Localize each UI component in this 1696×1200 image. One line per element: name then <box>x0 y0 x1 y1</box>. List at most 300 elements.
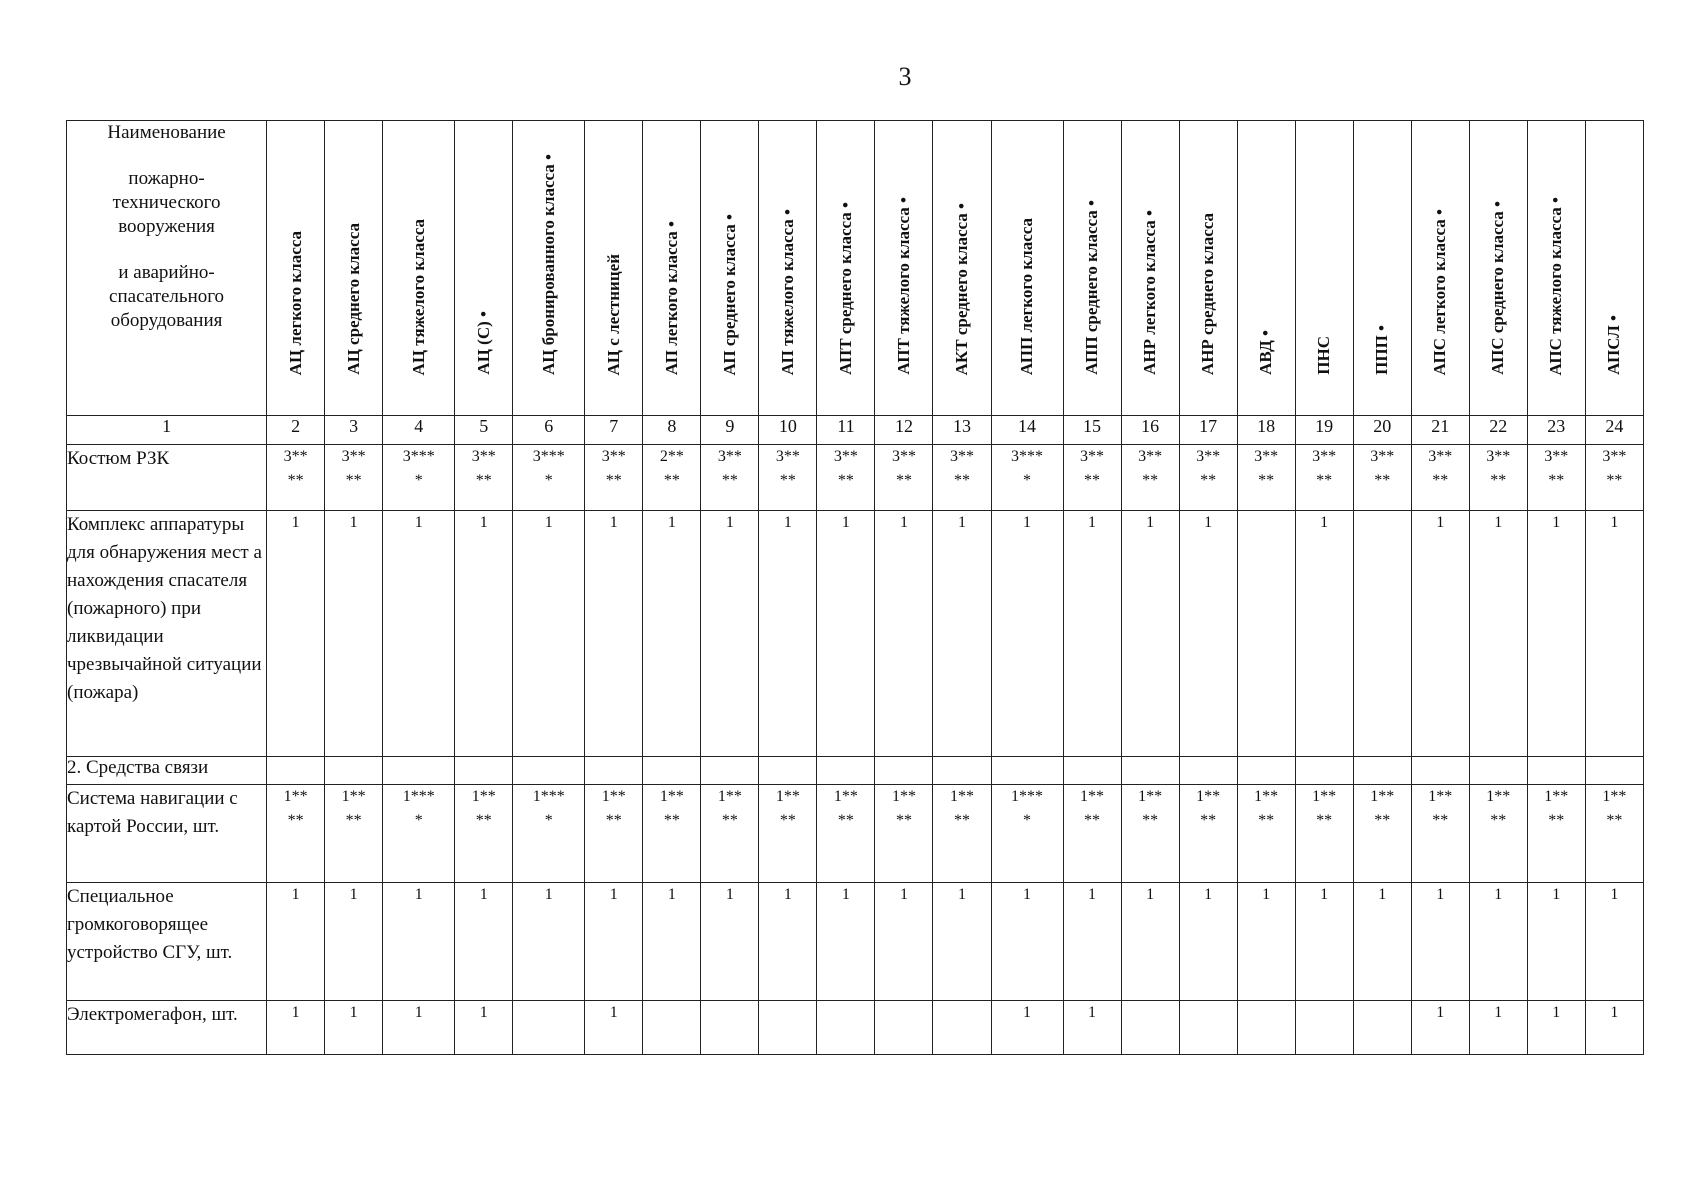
row-label: Комплекс аппаратуры для обнаружения мест а нахождения спасателя (пожарного) при ликвидации чрезвычайной ситуации (пожара) <box>67 511 267 757</box>
column-header-cell <box>1121 121 1179 416</box>
table-cell <box>643 757 701 785</box>
table-cell <box>875 511 933 757</box>
table-row <box>67 1001 1644 1055</box>
cell-value: 1 <box>1494 886 1503 903</box>
table-row <box>67 883 1644 1001</box>
cell-value: 1 <box>1320 514 1329 531</box>
cell-value: 1 <box>957 514 966 531</box>
table-cell <box>455 757 513 785</box>
column-header-cell <box>1295 121 1353 416</box>
column-header-cell <box>643 121 701 416</box>
table-cell <box>701 511 759 757</box>
table-cell <box>643 511 701 757</box>
cell-value: 1*** * <box>402 788 435 829</box>
table-cell <box>643 1001 701 1055</box>
table-cell <box>585 883 643 1001</box>
cell-value: 1 <box>349 514 358 531</box>
cell-value: 1** ** <box>833 788 858 829</box>
cell-value: 1 <box>291 886 300 903</box>
table-cell <box>701 883 759 1001</box>
column-number: 18 <box>1237 416 1295 445</box>
cell-value: 1 <box>1552 514 1561 531</box>
table-cell <box>1121 511 1179 757</box>
table-cell <box>1585 883 1643 1001</box>
table-cell <box>1121 785 1179 883</box>
table-cell <box>1121 757 1179 785</box>
table-cell <box>1469 883 1527 1001</box>
table-cell <box>1469 757 1527 785</box>
cell-value: 3** ** <box>891 448 916 489</box>
table-cell <box>991 883 1063 1001</box>
table-cell <box>1063 511 1121 757</box>
table-cell <box>1353 445 1411 511</box>
table-cell <box>455 1001 513 1055</box>
column-header-cell <box>1179 121 1237 416</box>
cell-value: 1 <box>841 514 850 531</box>
cell-value: 1*** * <box>532 788 565 829</box>
section-title: 2. Средства связи <box>67 757 267 785</box>
table-cell <box>1469 1001 1527 1055</box>
cell-value: 1 <box>609 886 618 903</box>
table-cell <box>817 1001 875 1055</box>
table-cell <box>1353 1001 1411 1055</box>
cell-value: 1** ** <box>891 788 916 829</box>
header-name-line: оборудования <box>110 310 223 331</box>
cell-value: 1 <box>1552 1004 1561 1021</box>
header-name-line: спасательного <box>109 286 225 307</box>
table-cell <box>1063 445 1121 511</box>
table-cell <box>1469 511 1527 757</box>
column-header-label: АПП легкого класса <box>1017 217 1037 375</box>
header-name-line <box>67 145 266 167</box>
cell-value: 1** ** <box>471 788 496 829</box>
cell-value: 1 <box>957 886 966 903</box>
table-cell <box>383 785 455 883</box>
table-cell <box>1179 757 1237 785</box>
row-label: Система навигации с картой России, шт. <box>67 785 267 883</box>
table-cell <box>1411 445 1469 511</box>
cell-value: 1 <box>1610 1004 1619 1021</box>
table-cell <box>1527 757 1585 785</box>
table-cell <box>513 883 585 1001</box>
table-cell <box>585 757 643 785</box>
column-number: 24 <box>1585 416 1643 445</box>
cell-value: 1 <box>1023 514 1032 531</box>
cell-value: 1 <box>1436 886 1445 903</box>
table-cell <box>701 1001 759 1055</box>
table-cell <box>325 785 383 883</box>
table-cell <box>1469 445 1527 511</box>
cell-value: 3** ** <box>1196 448 1221 489</box>
cell-value: 1 <box>899 886 908 903</box>
table-cell <box>817 883 875 1001</box>
table-cell <box>759 511 817 757</box>
cell-value: 1 <box>544 886 553 903</box>
table-cell <box>1179 883 1237 1001</box>
column-number: 20 <box>1353 416 1411 445</box>
table-cell <box>1411 511 1469 757</box>
cell-value: 1 <box>544 514 553 531</box>
table-cell <box>383 445 455 511</box>
cell-value: 1 <box>1494 514 1503 531</box>
cell-value: 1** ** <box>775 788 800 829</box>
table-cell <box>759 1001 817 1055</box>
table-cell <box>585 511 643 757</box>
table-cell <box>1411 785 1469 883</box>
table-cell <box>513 785 585 883</box>
column-header-label: АЦ с лестницей <box>603 253 623 375</box>
table-cell <box>513 1001 585 1055</box>
table-cell <box>383 883 455 1001</box>
table-cell <box>1527 511 1585 757</box>
table-cell <box>817 511 875 757</box>
cell-value: 1 <box>291 514 300 531</box>
column-header-label: АНР легкого класса • <box>1140 210 1160 375</box>
table-cell <box>1063 883 1121 1001</box>
cell-value: 1 <box>609 1004 618 1021</box>
cell-value: 1** ** <box>1254 788 1279 829</box>
column-number: 1 <box>67 416 267 445</box>
table-cell <box>643 785 701 883</box>
cell-value: 3** ** <box>1312 448 1337 489</box>
cell-value: 3*** * <box>402 448 435 489</box>
table-cell <box>585 785 643 883</box>
table-cell <box>1179 511 1237 757</box>
cell-value: 1 <box>349 1004 358 1021</box>
table-cell <box>1237 757 1295 785</box>
cell-value: 3** ** <box>717 448 742 489</box>
cell-value: 1** ** <box>949 788 974 829</box>
table-cell <box>991 511 1063 757</box>
column-header-label: АП тяжелого класса • <box>777 208 797 375</box>
column-header-label: АНР среднего класса <box>1198 212 1218 375</box>
cell-value: 1** ** <box>717 788 742 829</box>
table-cell <box>1353 511 1411 757</box>
table-cell <box>875 1001 933 1055</box>
table-cell <box>1121 1001 1179 1055</box>
cell-value: 1 <box>414 514 423 531</box>
cell-value: 3** ** <box>775 448 800 489</box>
cell-value: 3** ** <box>1544 448 1569 489</box>
row-label: Костюм РЗК <box>67 445 267 511</box>
column-number: 7 <box>585 416 643 445</box>
cell-value: 1 <box>1146 886 1155 903</box>
table-cell <box>1585 1001 1643 1055</box>
column-header-cell <box>991 121 1063 416</box>
table-cell <box>759 445 817 511</box>
cell-value: 1 <box>1610 886 1619 903</box>
column-number: 12 <box>875 416 933 445</box>
table-cell <box>991 445 1063 511</box>
column-header-label: АПС легкого класса • <box>1430 208 1450 375</box>
cell-value: 1 <box>899 514 908 531</box>
column-number: 23 <box>1527 416 1585 445</box>
cell-value: 1 <box>841 886 850 903</box>
table-cell <box>643 883 701 1001</box>
cell-value: 1*** * <box>1011 788 1044 829</box>
table-cell <box>1527 785 1585 883</box>
cell-value: 1** ** <box>601 788 626 829</box>
cell-value: 3** ** <box>283 448 308 489</box>
cell-value: 3** ** <box>1428 448 1453 489</box>
column-header-cell <box>1063 121 1121 416</box>
column-header-cell <box>585 121 643 416</box>
header-name-line: Наименование <box>107 122 226 143</box>
table-cell <box>1237 511 1295 757</box>
column-header-cell <box>1527 121 1585 416</box>
column-number-row <box>67 416 1644 445</box>
table-cell <box>267 511 325 757</box>
cell-value: 1** ** <box>1312 788 1337 829</box>
cell-value: 3** ** <box>949 448 974 489</box>
table-cell <box>759 785 817 883</box>
table-cell <box>267 785 325 883</box>
column-header-label: АПСЛ • <box>1604 315 1624 375</box>
column-number: 22 <box>1469 416 1527 445</box>
table-cell <box>1353 757 1411 785</box>
table-cell <box>933 511 991 757</box>
table-cell <box>1295 511 1353 757</box>
column-header-label: АЦ (С) • <box>473 311 493 375</box>
cell-value: 1 <box>667 886 676 903</box>
cell-value: 3** ** <box>341 448 366 489</box>
column-header-cell <box>513 121 585 416</box>
cell-value: 1 <box>1146 514 1155 531</box>
cell-value: 1 <box>1552 886 1561 903</box>
column-header-label: АПС тяжелого класса • <box>1546 196 1566 375</box>
cell-value: 1 <box>1610 514 1619 531</box>
column-header-cell <box>1237 121 1295 416</box>
column-header-cell <box>701 121 759 416</box>
table-cell <box>875 883 933 1001</box>
table-cell <box>759 883 817 1001</box>
table-cell <box>267 883 325 1001</box>
column-number: 10 <box>759 416 817 445</box>
header-row <box>67 121 1644 416</box>
table-cell <box>875 445 933 511</box>
cell-value: 3*** * <box>532 448 565 489</box>
table-cell <box>383 511 455 757</box>
table-cell <box>585 1001 643 1055</box>
header-name-line: и аварийно- <box>118 262 215 283</box>
page-number: 3 <box>898 62 912 91</box>
table-cell <box>1179 445 1237 511</box>
column-number: 21 <box>1411 416 1469 445</box>
column-number: 16 <box>1121 416 1179 445</box>
cell-value: 1 <box>783 886 792 903</box>
column-header-cell <box>325 121 383 416</box>
column-number: 8 <box>643 416 701 445</box>
table-cell <box>933 1001 991 1055</box>
column-header-cell <box>267 121 325 416</box>
column-number: 19 <box>1295 416 1353 445</box>
column-header-label: АЦ тяжелого класса <box>408 218 428 375</box>
cell-value: 1** ** <box>1138 788 1163 829</box>
header-name-line: пожарно- <box>128 168 205 189</box>
column-header-cell <box>1411 121 1469 416</box>
table-cell <box>383 1001 455 1055</box>
column-header-cell <box>383 121 455 416</box>
column-header-cell <box>933 121 991 416</box>
cell-value: 1 <box>414 1004 423 1021</box>
table-cell <box>1353 785 1411 883</box>
cell-value: 1** ** <box>1080 788 1105 829</box>
table-cell <box>759 757 817 785</box>
column-number: 5 <box>455 416 513 445</box>
column-header-label: ППП • <box>1372 325 1392 375</box>
table-cell <box>701 757 759 785</box>
table-cell <box>701 445 759 511</box>
table-cell <box>817 757 875 785</box>
cell-value: 1 <box>479 514 488 531</box>
table-cell <box>513 511 585 757</box>
table-cell <box>267 1001 325 1055</box>
table-cell <box>1469 785 1527 883</box>
cell-value: 3** ** <box>833 448 858 489</box>
table-cell <box>513 757 585 785</box>
column-header-cell <box>1469 121 1527 416</box>
column-header-label: АЦ легкого класса <box>285 230 305 375</box>
table-cell <box>383 757 455 785</box>
table-cell <box>1237 445 1295 511</box>
cell-value: 1 <box>1436 514 1445 531</box>
table-cell <box>1585 757 1643 785</box>
cell-value: 1 <box>414 886 423 903</box>
table-cell <box>991 1001 1063 1055</box>
column-number: 11 <box>817 416 875 445</box>
table-cell <box>701 785 759 883</box>
column-number: 3 <box>325 416 383 445</box>
cell-value: 1 <box>1204 886 1213 903</box>
table-cell <box>325 511 383 757</box>
table-cell <box>1179 1001 1237 1055</box>
column-header-label: АП среднего класса • <box>719 213 739 375</box>
column-header-cell <box>759 121 817 416</box>
table-cell <box>1121 883 1179 1001</box>
table-cell <box>325 1001 383 1055</box>
table-cell <box>325 883 383 1001</box>
cell-value: 1 <box>667 514 676 531</box>
cell-value: 3** ** <box>601 448 626 489</box>
table-cell <box>1063 757 1121 785</box>
cell-value: 1 <box>1088 514 1097 531</box>
table-cell <box>455 883 513 1001</box>
table-cell <box>1585 511 1643 757</box>
table-cell <box>1295 445 1353 511</box>
table-cell <box>991 785 1063 883</box>
cell-value: 1 <box>725 514 734 531</box>
column-header-label: АЦ среднего класса <box>343 223 363 375</box>
table-cell <box>1237 883 1295 1001</box>
row-label: Электромегафон, шт. <box>67 1001 267 1055</box>
cell-value: 1 <box>1088 886 1097 903</box>
table-cell <box>455 511 513 757</box>
table-cell <box>455 445 513 511</box>
table-cell <box>1527 1001 1585 1055</box>
cell-value: 3** ** <box>1254 448 1279 489</box>
cell-value: 1 <box>609 514 618 531</box>
table-row <box>67 445 1644 511</box>
cell-value: 1** ** <box>659 788 684 829</box>
column-header-label: АПС среднего класса • <box>1488 201 1508 375</box>
cell-value: 1 <box>479 886 488 903</box>
cell-value: 3** ** <box>1138 448 1163 489</box>
column-number: 9 <box>701 416 759 445</box>
column-number: 6 <box>513 416 585 445</box>
cell-value: 1 <box>479 1004 488 1021</box>
table-cell <box>1237 785 1295 883</box>
column-number: 15 <box>1063 416 1121 445</box>
table-cell <box>1295 757 1353 785</box>
column-number: 17 <box>1179 416 1237 445</box>
cell-value: 1 <box>725 886 734 903</box>
column-number: 4 <box>383 416 455 445</box>
table-cell <box>875 785 933 883</box>
cell-value: 1** ** <box>1196 788 1221 829</box>
table-cell <box>933 785 991 883</box>
table-cell <box>1527 883 1585 1001</box>
table-cell <box>933 445 991 511</box>
table-cell <box>513 445 585 511</box>
column-header-label: АЦ бронированного класса • <box>538 154 558 375</box>
cell-value: 3** ** <box>1486 448 1511 489</box>
table-cell <box>1063 785 1121 883</box>
table-cell <box>455 785 513 883</box>
cell-value: 1 <box>349 886 358 903</box>
table-cell <box>325 445 383 511</box>
cell-value: 1** ** <box>1544 788 1569 829</box>
cell-value: 1** ** <box>283 788 308 829</box>
row-label: Специальное громкоговорящее устройство СГУ, шт. <box>67 883 267 1001</box>
table-cell <box>585 445 643 511</box>
table-cell <box>1179 785 1237 883</box>
equipment-table <box>66 120 1644 1055</box>
cell-value: 1 <box>783 514 792 531</box>
column-header-cell <box>1353 121 1411 416</box>
table-row <box>67 785 1644 883</box>
cell-value: 1 <box>1262 886 1271 903</box>
table-cell <box>267 757 325 785</box>
table-cell <box>643 445 701 511</box>
table-cell <box>1063 1001 1121 1055</box>
table-cell <box>1527 445 1585 511</box>
cell-value: 1 <box>1378 886 1387 903</box>
cell-value: 1 <box>1436 1004 1445 1021</box>
column-header-cell <box>455 121 513 416</box>
column-header-label: АП легкого класса • <box>661 220 681 375</box>
cell-value: 3** ** <box>1080 448 1105 489</box>
table-cell <box>817 445 875 511</box>
cell-value: 1 <box>1023 1004 1032 1021</box>
cell-value: 3*** * <box>1011 448 1044 489</box>
table-cell <box>267 445 325 511</box>
table-cell <box>933 883 991 1001</box>
cell-value: 1** ** <box>1602 788 1627 829</box>
column-header-label: АКТ среднего класса • <box>951 202 971 375</box>
cell-value: 1** ** <box>1370 788 1395 829</box>
cell-value: 3** ** <box>1370 448 1395 489</box>
section-row <box>67 757 1644 785</box>
column-header-cell <box>1585 121 1643 416</box>
column-header-label: ПНС <box>1314 336 1334 375</box>
table-cell <box>933 757 991 785</box>
cell-value: 1 <box>1494 1004 1503 1021</box>
header-name-line: технического <box>112 192 221 213</box>
column-header-label: АВД • <box>1256 330 1276 375</box>
table-cell <box>1353 883 1411 1001</box>
column-number: 2 <box>267 416 325 445</box>
table-cell <box>1411 1001 1469 1055</box>
